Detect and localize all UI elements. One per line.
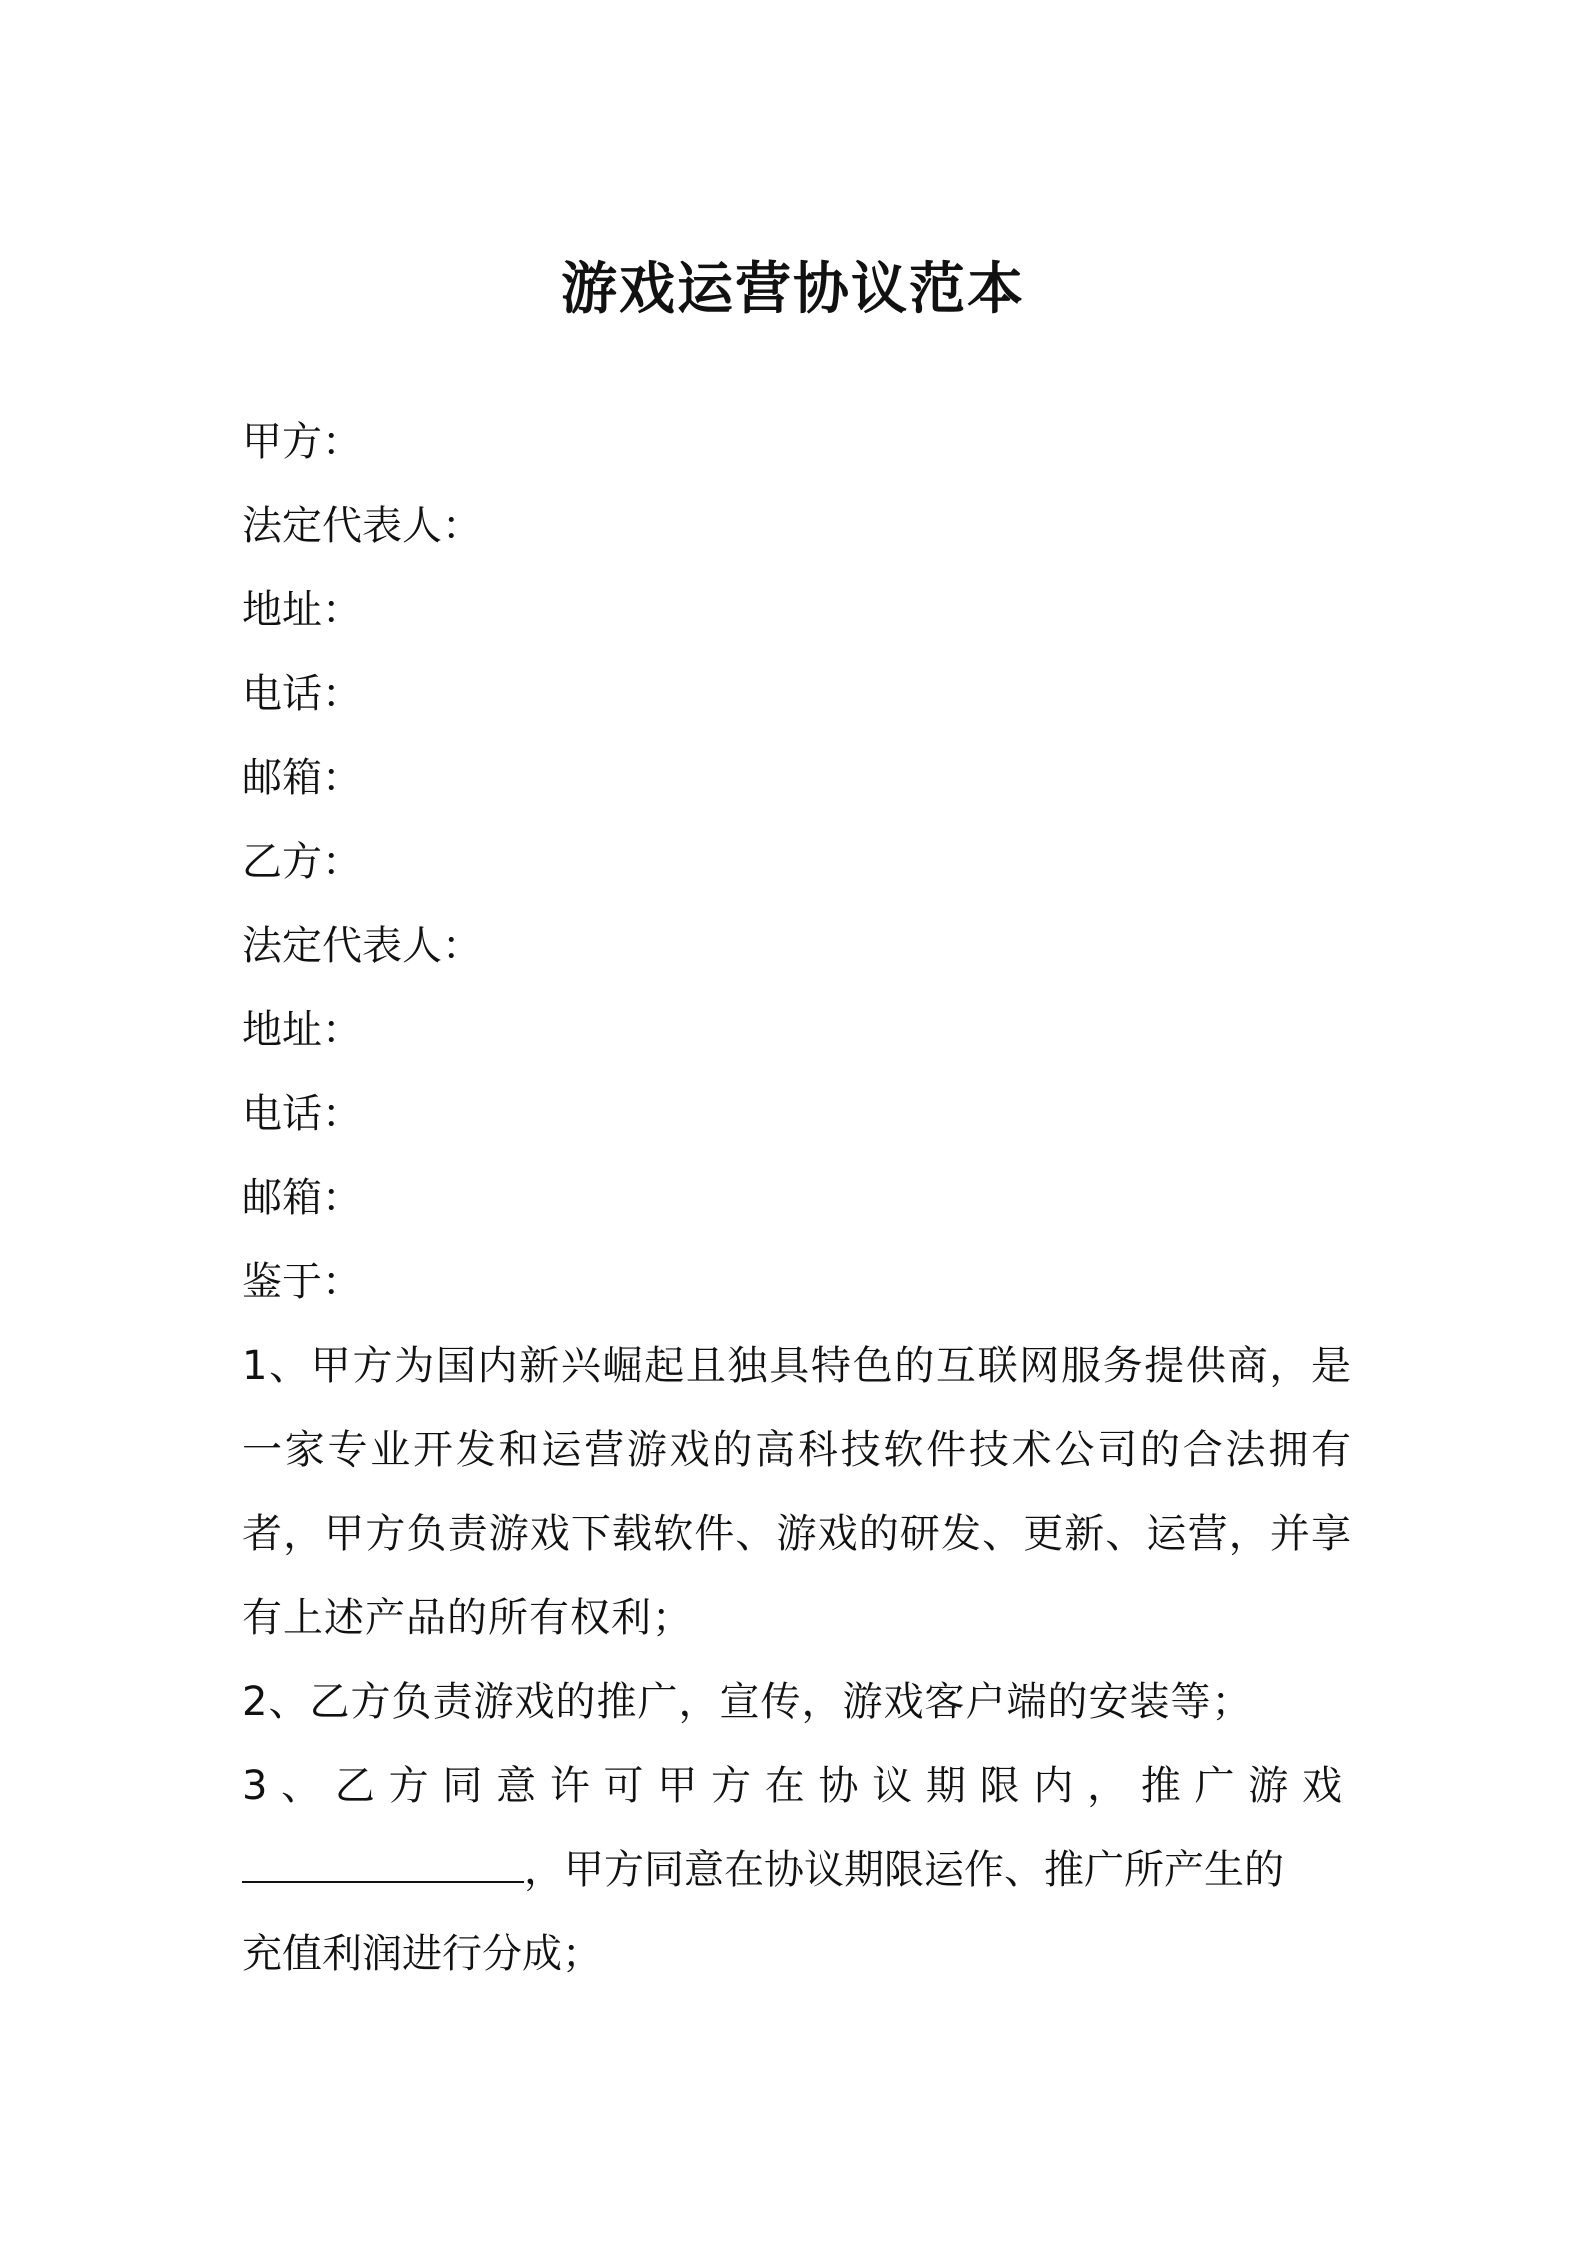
party-a-phone: 电话： bbox=[242, 671, 362, 717]
party-b-email: 邮箱： bbox=[242, 1175, 362, 1221]
party-b-address: 地址： bbox=[242, 1007, 362, 1053]
party-b-phone: 电话： bbox=[242, 1091, 362, 1137]
clause-3-line-2 bbox=[242, 1828, 1352, 1912]
party-b-label: 乙方： bbox=[242, 839, 362, 885]
clause-3-line-1: 3、乙方同意许可甲方在协议期限内，推广游戏 bbox=[242, 1763, 1352, 1809]
party-a-email: 邮箱： bbox=[242, 755, 362, 801]
clause-3 bbox=[242, 1744, 1352, 1996]
whereas-heading: 鉴于： bbox=[242, 1259, 362, 1305]
document-body bbox=[242, 400, 1352, 1996]
party-b-representative: 法定代表人： bbox=[242, 923, 482, 969]
clause-1: 1、甲方为国内新兴崛起且独具特色的互联网服务提供商，是一家专业开发和运营游戏的高科技软件技术公司的合法拥有者，甲方负责游戏下载软件、游戏的研发、更新、运营，并享有上述产品的所有权利； bbox=[242, 1343, 1352, 1641]
clause-3-line-3: 充值利润进行分成； bbox=[242, 1931, 602, 1977]
clause-3-line-2-text: ，甲方同意在协议期限运作、推广所产生的 bbox=[524, 1847, 1284, 1893]
party-a-label: 甲方： bbox=[242, 419, 362, 465]
party-a-representative: 法定代表人： bbox=[242, 503, 482, 549]
document-title: 游戏运营协议范本 bbox=[561, 257, 1025, 322]
game-name-blank bbox=[242, 1847, 524, 1883]
party-a-address: 地址： bbox=[242, 587, 362, 633]
clause-2: 2、乙方负责游戏的推广，宣传，游戏客户端的安装等； bbox=[242, 1679, 1253, 1725]
